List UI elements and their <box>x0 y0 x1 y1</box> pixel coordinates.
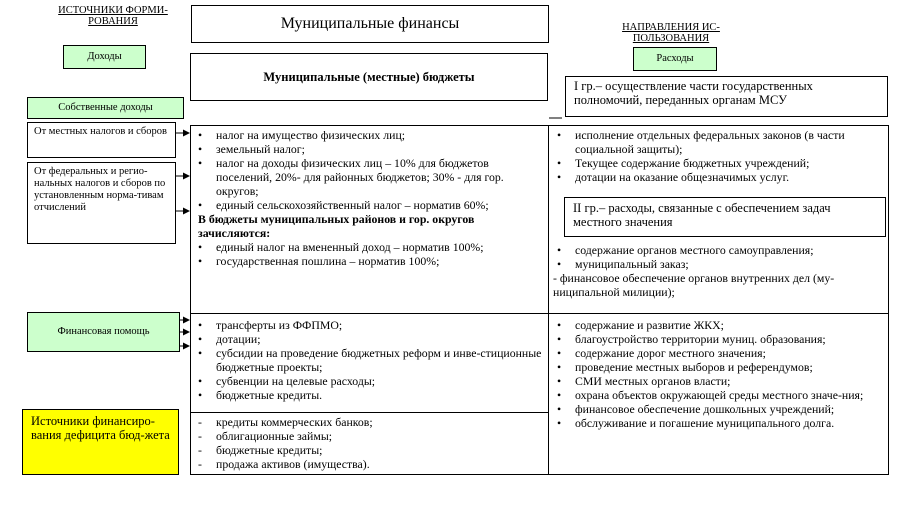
center-bottom-item: • дотации; <box>198 332 261 346</box>
bullet-mark: • <box>198 388 203 402</box>
center-top-item: • налог на доходы физических лиц – 10% для бюджетов поселений, 20%- для районных бюджетов; 30% - для гор. округов; <box>198 156 504 198</box>
bullet-mark: • <box>557 156 562 170</box>
bullet-mark: • <box>198 156 203 170</box>
bullet-mark: • <box>198 240 203 254</box>
bullet-mark: • <box>198 198 203 212</box>
center-top-bold: В бюджеты муниципальных районов и гор. округов зачисляются: <box>198 212 475 240</box>
dash-mark: - <box>198 457 202 471</box>
right-mid-dash: - финансовое обеспечение органов внутренних дел (му-ниципальной милиции); <box>553 271 835 299</box>
right-bottom-item: • проведение местных выборов и референдумов; <box>557 360 813 374</box>
center-dash-item: - облигационные займы; <box>198 429 333 443</box>
bullet-mark: • <box>198 142 203 156</box>
right-bottom-item: • СМИ местных органов власти; <box>557 374 731 388</box>
bullet-mark: • <box>557 402 562 416</box>
center-top-item2: • государственная пошлина – норматив 100%; <box>198 254 440 268</box>
bullet-mark: • <box>557 360 562 374</box>
center-top-item: • налог на имущество физических лиц; <box>198 128 406 142</box>
right-top-item: • дотации на оказание общезначимых услуг. <box>557 170 790 184</box>
group2-title: II гр.– расходы, связанные с обеспечением задач местного значения <box>564 197 886 237</box>
right-bottom-item: • обслуживание и погашение муниципального долга. <box>557 416 835 430</box>
bullet-mark: • <box>557 346 562 360</box>
bullet-mark: • <box>198 254 203 268</box>
center-bottom-item: • субвенции на целевые расходы; <box>198 374 376 388</box>
right-bottom-item: • охрана объектов окружающей среды местного значе-ния; <box>557 388 864 402</box>
right-bottom-item: • содержание и развитие ЖКХ; <box>557 318 724 332</box>
center-bottom-item: • субсидии на проведение бюджетных реформ и инве-стиционные бюджетные проекты; <box>198 346 542 374</box>
bullet-mark: • <box>557 243 562 257</box>
center-dash-item: - кредиты коммерческих банков; <box>198 415 373 429</box>
center-bottom-item: • трансферты из ФФПМО; <box>198 318 343 332</box>
bullet-mark: • <box>198 374 203 388</box>
center-dash-item: - продажа активов (имущества). <box>198 457 370 471</box>
dash-mark: - <box>198 429 202 443</box>
right-bottom-item: • финансовое обеспечение дошкольных учреждений; <box>557 402 835 416</box>
dash-mark: - <box>198 443 202 457</box>
bullet-mark: • <box>557 257 562 271</box>
right-top-item: • исполнение отдельных федеральных законов (в части социальной защиты); <box>557 128 845 156</box>
bullet-mark: • <box>557 170 562 184</box>
center-top-item2: • единый налог на вмененный доход – норматив 100%; <box>198 240 484 254</box>
bullet-mark: • <box>557 388 562 402</box>
bullet-mark: • <box>198 128 203 142</box>
right-mid-item: • муниципальный заказ; <box>557 257 689 271</box>
bullet-mark: • <box>557 128 562 142</box>
income-label: Доходы <box>63 45 146 69</box>
own-income-label: Собственные доходы <box>27 97 184 119</box>
bullet-mark: • <box>198 318 203 332</box>
dash-mark: - <box>198 415 202 429</box>
bullet-mark: • <box>557 318 562 332</box>
right-bottom-item: • благоустройство территории муниц. образования; <box>557 332 826 346</box>
bullet-mark: • <box>557 332 562 346</box>
sources-title: ИСТОЧНИКИ ФОРМИ-РОВАНИЯ <box>58 5 168 27</box>
federal-taxes-label: От федеральных и регио-нальных налогов и сборов по установленным норма-тивам отчислений <box>27 162 176 244</box>
main-title: Муниципальные финансы <box>191 5 549 43</box>
center-top-item: • земельный налог; <box>198 142 305 156</box>
deficit-label: Источники финансиро-вания дефицита бюд-жета <box>22 409 179 475</box>
center-bottom-item: • бюджетные кредиты. <box>198 388 323 402</box>
directions-title: НАПРАВЛЕНИЯ ИС-ПОЛЬЗОВАНИЯ <box>622 22 720 44</box>
bullet-mark: • <box>557 374 562 388</box>
fin-help-label: Финансовая помощь <box>27 312 180 352</box>
group1-title: I гр.– осуществление части государственных полномочий, переданных органам МСУ <box>565 76 888 117</box>
bullet-mark: • <box>198 332 203 346</box>
budgets-title: Муниципальные (местные) бюджеты <box>190 53 548 101</box>
right-top-item: • Текущее содержание бюджетных учреждений; <box>557 156 810 170</box>
bullet-mark: • <box>198 346 203 360</box>
bullet-mark: • <box>557 416 562 430</box>
expense-label: Расходы <box>633 47 717 71</box>
center-dash-item: - бюджетные кредиты; <box>198 443 323 457</box>
local-taxes-label: От местных налогов и сборов <box>27 122 176 158</box>
right-mid-item: • содержание органов местного самоуправления; <box>557 243 814 257</box>
right-bottom-item: • содержание дорог местного значения; <box>557 346 766 360</box>
center-top-item: • единый сельскохозяйственный налог – норматив 60%; <box>198 198 489 212</box>
